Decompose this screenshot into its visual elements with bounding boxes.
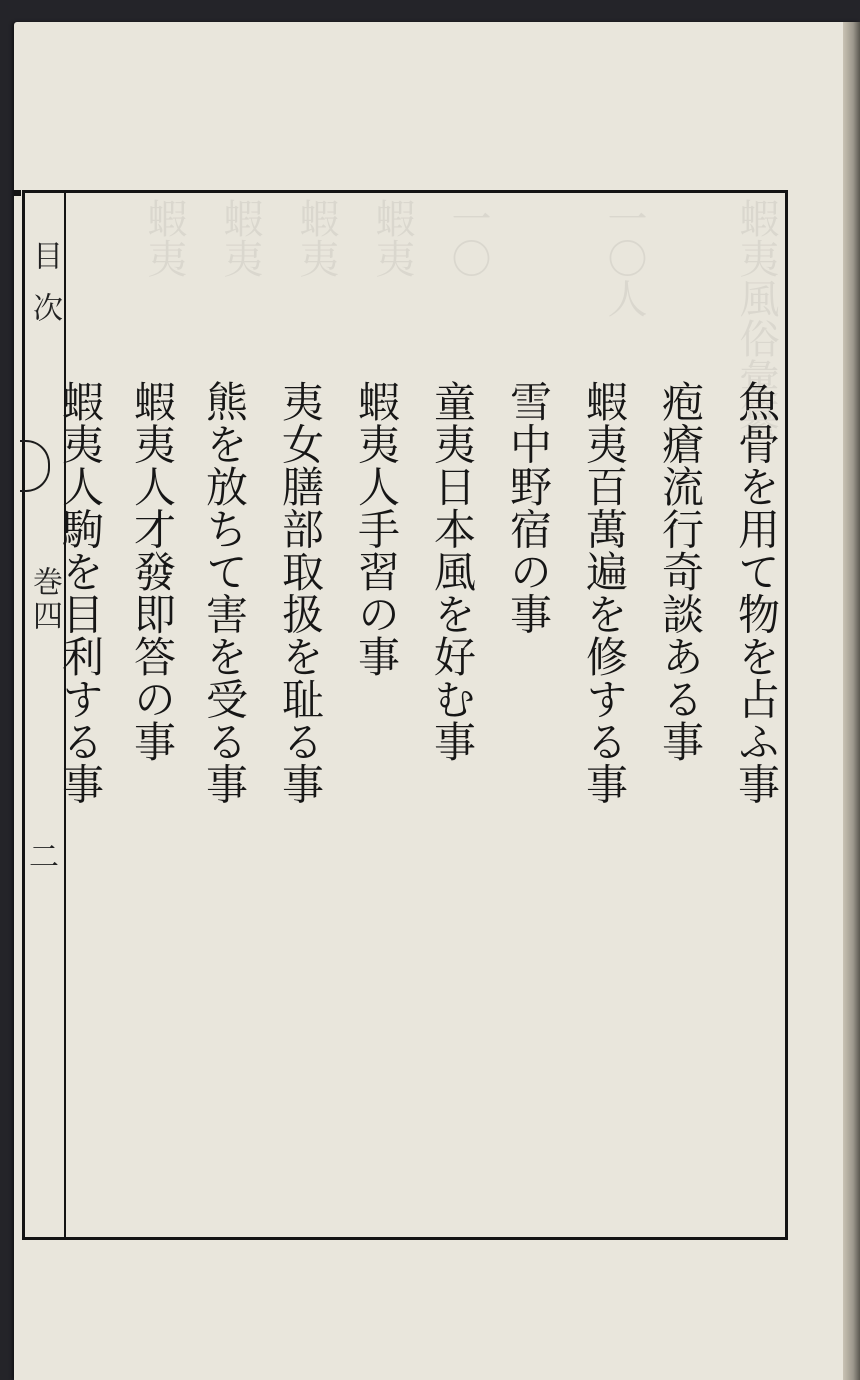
contents-entry: 蝦夷人駒を目利する事 xyxy=(56,380,105,805)
contents-list xyxy=(56,380,781,860)
page-edge xyxy=(843,22,860,1380)
contents-entry: 雪中野宿の事 xyxy=(504,380,553,635)
margin-volume: 巻四 xyxy=(27,566,62,634)
contents-entry: 童夷日本風を好む事 xyxy=(428,380,477,763)
frame-corner-mark xyxy=(14,190,21,196)
margin-page-number: 二 xyxy=(29,840,59,875)
contents-entry: 疱瘡流行奇談ある事 xyxy=(656,380,705,763)
contents-entry: 蝦夷人才發即答の事 xyxy=(128,380,177,763)
contents-entry: 熊を放ちて害を受る事 xyxy=(200,380,249,805)
contents-entry: 蝦夷人手習の事 xyxy=(352,380,401,678)
contents-entry: 魚骨を用て物を占ふ事 xyxy=(732,380,781,805)
contents-entry: 蝦夷百萬遍を修する事 xyxy=(580,380,629,805)
contents-entry: 夷女膳部取扱を耻る事 xyxy=(276,380,325,805)
margin-title: 目次 xyxy=(27,240,62,344)
